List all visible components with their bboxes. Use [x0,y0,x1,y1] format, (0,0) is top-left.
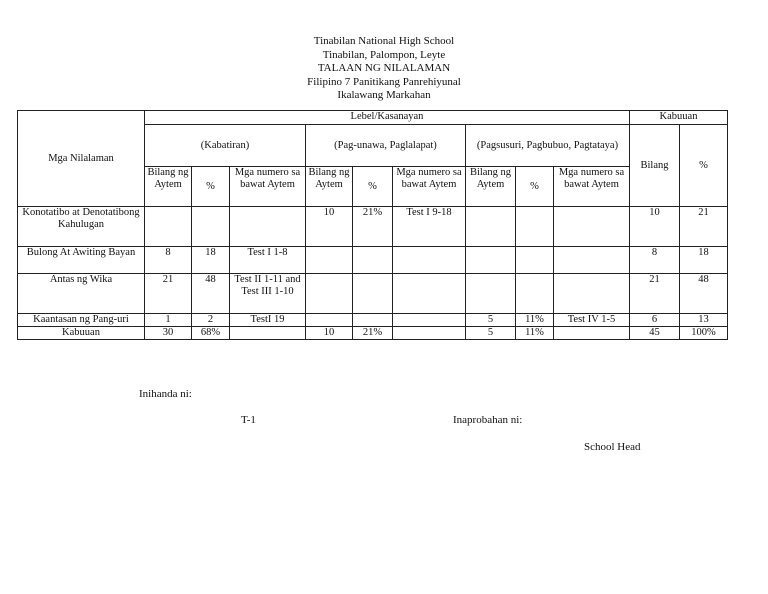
sub-header-percent: % [516,167,554,207]
table-cell: Test IV 1-5 [554,314,630,327]
table-cell [393,247,466,274]
document-title: TALAAN NG NILALAMAN [317,62,451,74]
table-cell: 8 [630,247,680,274]
table-cell: 10 [630,207,680,247]
table-cell: Test II 1-11 and Test III 1-10 [230,274,306,314]
table-cell: 21% [353,327,393,340]
row-label: Kabuuan [18,327,145,340]
prepared-by-label: Inihanda ni: [139,388,192,400]
row-label: Konotatibo at Denotatibong Kahulugan [18,207,145,247]
table-cell: 6 [630,314,680,327]
table-cell: 48 [192,274,230,314]
table-cell [353,314,393,327]
table-cell: 21% [353,207,393,247]
table-cell: 10 [306,207,353,247]
sub-header-bilang: Bilang ng Aytem [145,167,192,207]
table-row [18,274,728,314]
table-cell: 2 [192,314,230,327]
table-cell [393,274,466,314]
total-percent-header: % [680,125,728,207]
approved-by-label: Inaprobahan ni: [453,414,523,426]
table-cell: Test I 1-8 [230,247,306,274]
table-cell [230,207,306,247]
table-cell: 18 [192,247,230,274]
table-cell [554,274,630,314]
total-row [18,327,728,340]
table-cell: 8 [145,247,192,274]
column-header-nilalaman: Mga Nilalaman [18,111,145,207]
row-label: Kaantasan ng Pang-uri [18,314,145,327]
table-cell: 21 [680,207,728,247]
sub-header-numero: Mga numero sa bawat Aytem [393,167,466,207]
table-of-specifications [17,110,728,340]
group-header-pagsusuri: (Pagsusuri, Pagbubuo, Pagtataya) [466,125,630,167]
table-cell [466,247,516,274]
school-address: Tinabilan, Palompon, Leyte [322,48,446,61]
preparer-name: T-1 [241,414,256,426]
group-header-pag-unawa: (Pag-unawa, Paglalapat) [306,125,466,167]
approver-name: School Head [584,441,641,453]
row-label: Antas ng Wika [18,274,145,314]
sub-header-numero: Mga numero sa bawat Aytem [554,167,630,207]
table-cell [230,327,306,340]
header-row-1 [18,111,728,125]
group-header-kabatiran: (Kabatiran) [145,125,306,167]
table-cell [306,247,353,274]
table-cell: 68% [192,327,230,340]
table-cell: 100% [680,327,728,340]
table-row [18,207,728,247]
table-cell [516,207,554,247]
row-label: Bulong At Awiting Bayan [18,247,145,274]
total-bilang-header: Bilang [630,125,680,207]
table-cell [306,314,353,327]
table-cell: 5 [466,314,516,327]
school-name: Tinabilan National High School [313,35,455,47]
sub-header-bilang: Bilang ng Aytem [466,167,516,207]
table-cell [516,274,554,314]
document-header [0,35,768,103]
table-cell: 1 [145,314,192,327]
column-header-kabuuan: Kabuuan [630,111,728,125]
table-cell [192,207,230,247]
table-row [18,247,728,274]
quarter-title: Ikalawang Markahan [337,89,431,101]
table-cell: 10 [306,327,353,340]
table-cell [554,327,630,340]
table-cell [353,247,393,274]
table-cell: TestI 19 [230,314,306,327]
table-cell [393,327,466,340]
table-cell [145,207,192,247]
table-cell: 11% [516,314,554,327]
table-cell: 5 [466,327,516,340]
sub-header-percent: % [192,167,230,207]
table-cell: 11% [516,327,554,340]
table-cell: 30 [145,327,192,340]
table-cell: 48 [680,274,728,314]
table-cell: 21 [630,274,680,314]
table-cell [306,274,353,314]
sub-header-numero: Mga numero sa bawat Aytem [230,167,306,207]
table-cell: 18 [680,247,728,274]
table-cell [554,247,630,274]
table-cell: 21 [145,274,192,314]
table-row [18,314,728,327]
table-cell: 45 [630,327,680,340]
table-cell [353,274,393,314]
table-cell: 13 [680,314,728,327]
sub-header-bilang: Bilang ng Aytem [306,167,353,207]
table-cell [393,314,466,327]
table-cell [466,207,516,247]
subject-title: Filipino 7 Panitikang Panrehiyunal [307,75,461,88]
table-cell [554,207,630,247]
table-cell: Test I 9-18 [393,207,466,247]
table-cell [466,274,516,314]
column-header-lebel: Lebel/Kasanayan [145,111,630,125]
table-cell [516,247,554,274]
sub-header-percent: % [353,167,393,207]
